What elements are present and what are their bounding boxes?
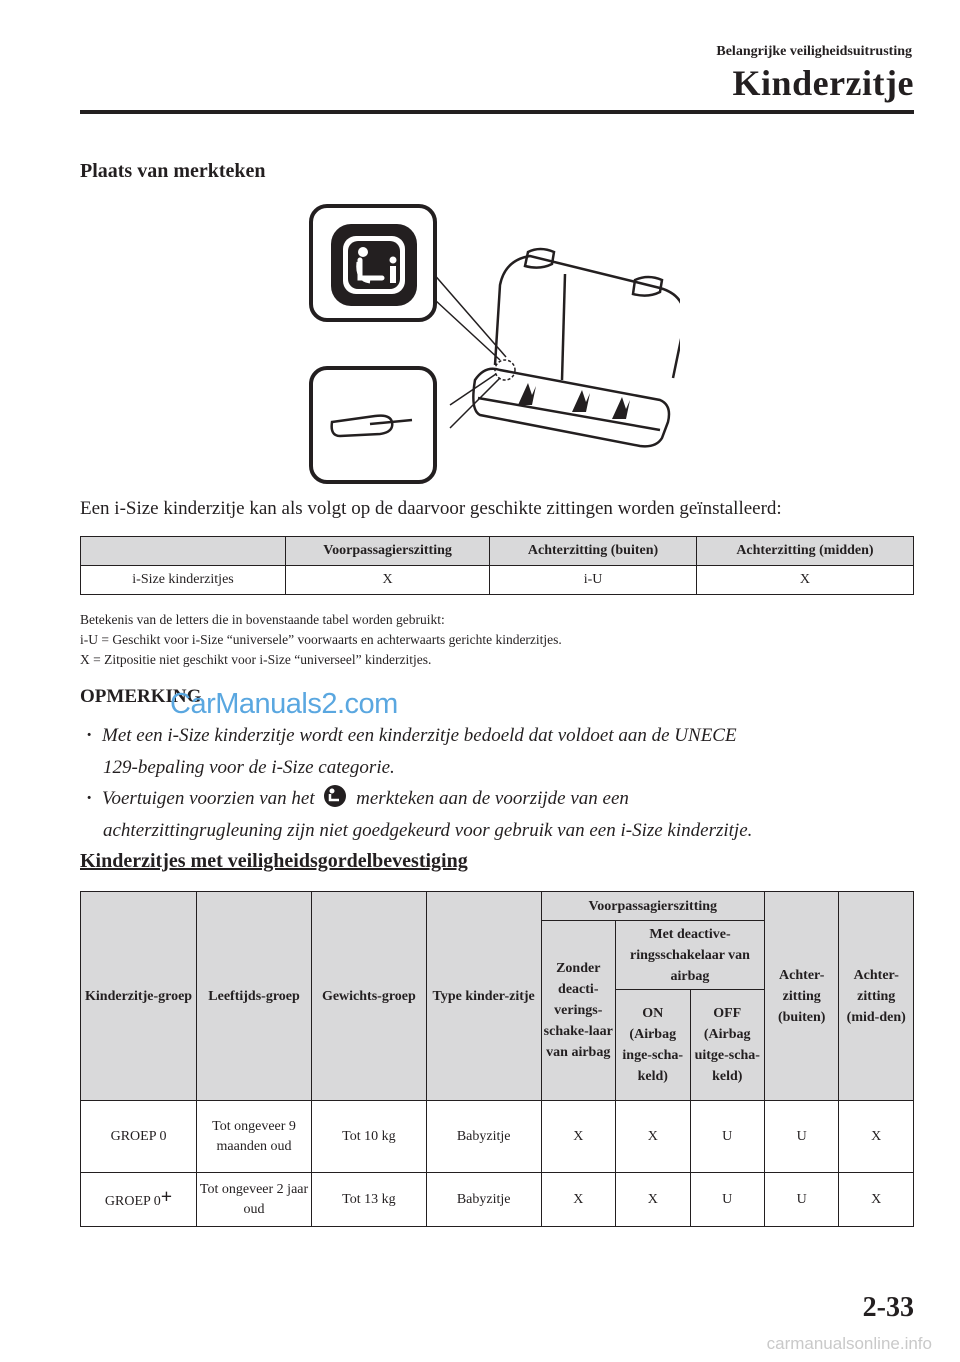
bullet-text: Voertuigen voorzien van het [102,788,315,809]
table-row [81,566,914,595]
table-header-cell: ON (Airbag inge-scha-keld) [616,990,690,1101]
legend-line: i-U = Geschikt voor i-Size “universele” voorwaarts en achterwaarts gerichte kinderzitjes. [80,632,562,647]
table-header-cell: Leeftijds-groep [197,892,312,1101]
seat-illustration [300,200,680,490]
table-cell: X [616,1173,690,1227]
table-header-cell: Voorpassagierszitting [541,892,764,921]
section-label: Belangrijke veiligheidsuitrusting [716,44,912,59]
table-cell: X [696,566,913,595]
table-cell: Tot 10 kg [311,1101,426,1173]
legend [80,610,562,670]
isofix-symbol-icon [321,784,349,808]
table-cell: X [286,566,490,595]
table-cell: Tot 13 kg [311,1173,426,1227]
table-cell: Tot ongeveer 9 maanden oud [197,1101,312,1173]
callout-anchor [311,368,435,482]
note-heading: OPMERKING [80,686,202,707]
isize-icon [331,224,417,306]
note-bullet [86,783,752,847]
table-header-row [81,892,914,921]
table-cell: X [541,1101,616,1173]
bullet-dot-icon: · [86,725,93,746]
table-cell: X [839,1101,914,1173]
leader-line [432,272,506,357]
note-bullet [86,720,737,784]
table-header-cell: Achterzitting (buiten) [490,537,697,566]
header-rule [80,110,914,114]
belt-heading: Kinderzitjes met veiligheidsgordelbevestiging [80,850,468,872]
table-cell: U [690,1101,764,1173]
table-cell: X [616,1101,690,1173]
plus-icon: + [160,1186,173,1208]
table-cell: U [690,1173,764,1227]
table-cell: U [764,1173,839,1227]
bullet-text: merkteken aan de voorzijde van een [356,788,629,809]
table-header-cell: Achterzitting (midden) [696,537,913,566]
table-cell [81,1173,197,1227]
table-header-cell: Achter-zitting (mid-den) [839,892,914,1101]
table-header-cell [81,537,286,566]
legend-line: X = Zitpositie niet geschikt voor i-Size “universeel” kinderzitjes. [80,652,432,667]
table-cell: U [764,1101,839,1173]
table-row [81,1101,914,1173]
group-label: GROEP 0 [104,1194,161,1209]
table-header-cell: OFF (Airbag uitge-scha-keld) [690,990,764,1101]
page-title: Kinderzitje [732,63,914,103]
table-cell: i-U [490,566,697,595]
table-header-cell: Voorpassagierszitting [286,537,490,566]
table-header-row [81,537,914,566]
rear-seat-drawing [473,249,680,446]
table-header-cell: Kinderzitje-groep [81,892,197,1101]
table-header-cell: Met deactive-ringsschakelaar van airbag [616,921,765,990]
bullet-text: 129-bepaling voor de i-Size categorie. [103,757,395,778]
watermark-text: CarManuals2.com [170,688,398,720]
table-header-cell: Type kinder-zitje [426,892,541,1101]
table-cell: Babyzitje [426,1101,541,1173]
table-cell: Babyzitje [426,1173,541,1227]
table-cell: GROEP 0 [81,1101,197,1173]
isize-table [80,536,914,595]
table-header-cell: Zonder deacti-verings-schake-laar van airbag [541,921,616,1101]
table-row [81,1173,914,1227]
bullet-text: Met een i-Size kinderzitje wordt een kinderzitje bedoeld dat voldoet aan de UNECE [102,725,737,746]
location-heading: Plaats van merkteken [80,160,266,182]
bullet-dot-icon: · [86,788,93,809]
legend-line: Betekenis van de letters die in bovenstaande tabel worden gebruikt: [80,612,445,627]
footer-watermark: carmanualsonline.info [766,1334,932,1353]
arrow-icon [518,383,630,419]
page-number: 2-33 [862,1292,914,1323]
table-cell: i-Size kinderzitjes [81,566,286,595]
table-cell: X [839,1173,914,1227]
table-header-cell: Achter-zitting (buiten) [764,892,839,1101]
belt-table [80,891,914,1227]
intro-text: Een i-Size kinderzitje kan als volgt op de daarvoor geschikte zittingen worden geïnstalleerd: [80,498,782,519]
table-cell: Tot ongeveer 2 jaar oud [197,1173,312,1227]
table-cell: X [541,1173,616,1227]
bullet-text: achterzittingrugleuning zijn niet goedgekeurd voor gebruik van een i-Size kinderzitje. [103,820,753,841]
table-header-cell: Gewichts-groep [311,892,426,1101]
